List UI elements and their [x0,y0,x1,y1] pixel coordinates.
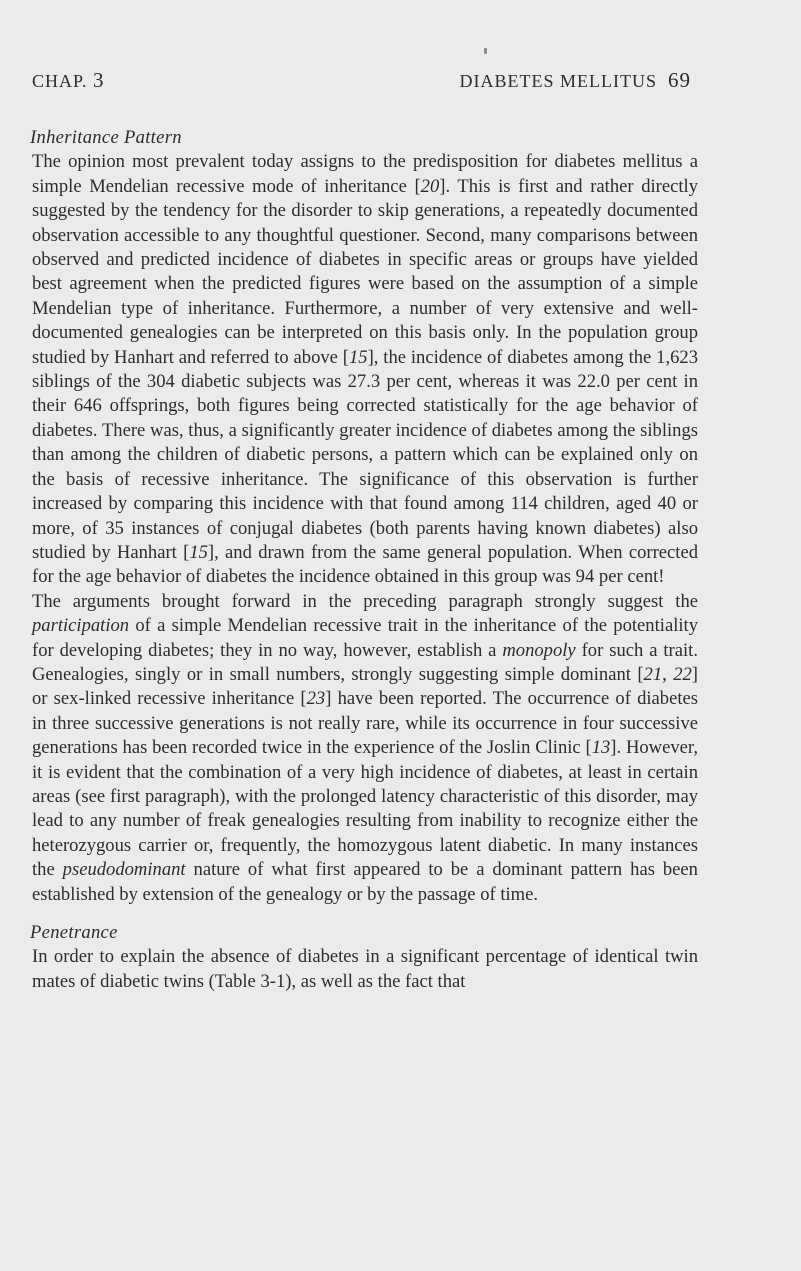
body-text [32,126,698,994]
page-number: 69 [668,68,691,92]
chapter-label: CHAP. 3 [32,68,105,92]
header-title: DIABETES MELLITUS 69 [459,68,691,92]
paragraph-inheritance-1: The opinion most prevalent today assigns to the predisposition for diabetes mellitus a simple Mendelian recessive mode of inheritance [20]. This is first and rather directly suggested by the tendency for the disorder to skip generations, a repeatedly documented observation accessible to any thoughtful questioner. Second, many comparisons between observed and predicted incidence of diabetes in specific areas or groups have yielded best agreement when the predicted figures were based on the assumption of a simple Mendelian type of inheritance. Furthermore, a number of very extensive and well-documented genealogies can be interpreted on this basis only. In the population group studied by Hanhart and referred to above [15], the incidence of diabetes among the 1,623 siblings of the 304 diabetic subjects was 27.3 per cent, whereas it was 22.0 per cent in their 646 offsprings, both figures being corrected statistically for the age behavior of diabetes. There was, thus, a significantly greater incidence of diabetes among the siblings than among the children of diabetic persons, a pattern which can be explained only on the basis of recessive inheritance. The significance of this observation is further increased by comparing this incidence with that found among 114 children, aged 40 or more, of 35 instances of conjugal diabetes (both parents having known diabetes) also studied by Hanhart [15], and drawn from the same general population. When corrected for the age behavior of diabetes the incidence obtained in this group was 94 per cent! [32,151,698,588]
reference: 15 [348,346,368,368]
reference: 21, 22 [643,663,692,685]
emphasis: participation [32,615,130,637]
reference: 13 [591,737,611,759]
reference: 20 [420,175,440,197]
emphasis: monopoly [502,639,576,661]
paragraph-inheritance-2: The arguments brought forward in the preceding paragraph strongly suggest the participation of a simple Mendelian recessive trait in the inheritance of the potentiality for developing diabetes; they in no way, however, establish a monopoly for such a trait. Genealogies, singly or in small numbers, strongly suggesting simple dominant [21, 22] or sex-linked recessive inheritance [23] have been reported. The occurrence of diabetes in three successive generations is not really rare, while its occurrence in four successive generations has been recorded twice in the experience of the Joslin Clinic [13]. However, it is evident that the combination of a very high incidence of diabetes, at least in certain areas (see first paragraph), with the prolonged latency characteristic of this disorder, may lead to any number of freak genealogies resulting from inability to recognize either the heterozygous carrier or, frequently, the homozygous latent diabetic. In many instances the pseudodominant nature of what first appeared to be a dominant pattern has been established by extension of the genealogy or by the passage of time. [32,590,698,905]
section-heading-penetrance: Penetrance [30,922,118,943]
section-heading-inheritance: Inheritance Pattern [30,127,182,148]
scan-speck [484,48,487,54]
paragraph-penetrance-1: In order to explain the absence of diabetes in a significant percentage of identical twin mates of diabetic twins (Table 3-1), as well as the fact that [32,946,698,992]
reference: 15 [189,541,208,563]
reference: 23 [306,688,326,710]
emphasis: pseudodominant [62,859,186,881]
